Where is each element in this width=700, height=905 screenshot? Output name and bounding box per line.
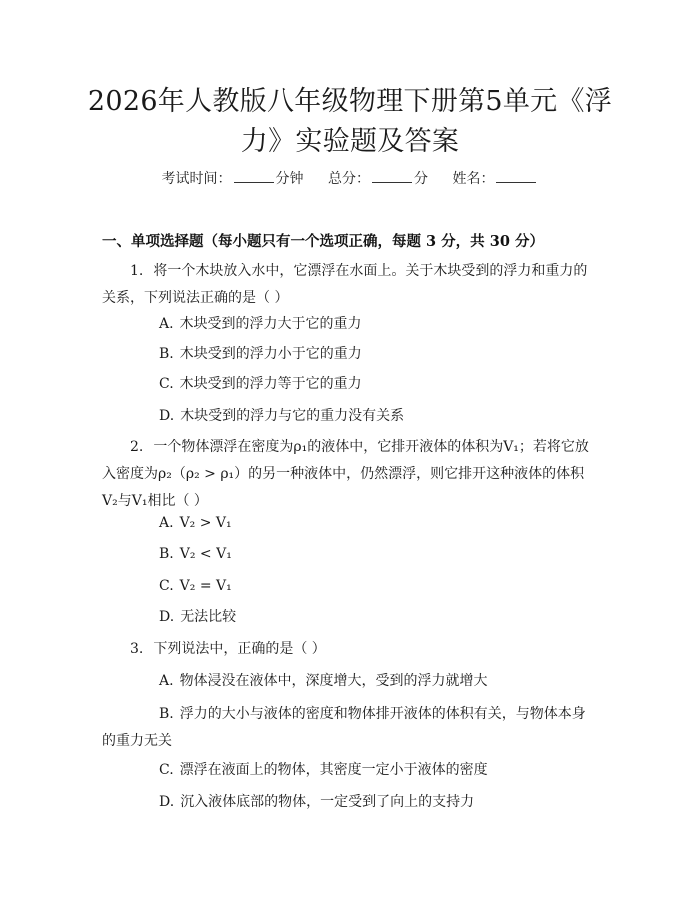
time-label: 考试时间：	[161, 171, 232, 187]
option-label: B.	[159, 546, 174, 562]
option-label: A.	[159, 316, 174, 332]
option-label: D.	[159, 609, 175, 625]
question-stem: 一个物体漂浮在密度为ρ₁的液体中，它排开液体的体积为V₁；若将它放入密度为ρ₂（ρ₂ > ρ₁）的另一种液体中，仍然漂浮，则它排开这种液体的体积V₂与V₁相比（ ）	[102, 439, 589, 509]
option-3c[interactable]	[159, 757, 599, 784]
option-text: 木块受到的浮力大于它的重力	[179, 316, 362, 332]
question-stem: 将一个木块放入水中，它漂浮在水面上。关于木块受到的浮力和重力的关系，下列说法正确的是（ ）	[102, 263, 588, 306]
option-text: 物体浸没在液体中，深度增大，受到的浮力就增大	[179, 673, 488, 689]
option-text: 无法比较	[180, 609, 237, 625]
exam-time-field	[162, 171, 308, 187]
option-3a[interactable]	[159, 668, 599, 695]
time-unit: 分钟	[275, 171, 304, 187]
option-text: V₂ = V₁	[179, 578, 232, 594]
option-label: C.	[159, 376, 174, 392]
option-label: D.	[159, 794, 175, 810]
option-text: 木块受到的浮力小于它的重力	[179, 346, 362, 362]
question-number: 1.	[130, 263, 144, 279]
score-field	[328, 171, 432, 187]
option-2b[interactable]	[159, 541, 599, 568]
option-label: C.	[159, 578, 174, 594]
question-number: 2.	[130, 439, 144, 455]
option-label: D.	[159, 408, 175, 424]
option-3b[interactable]	[102, 701, 594, 755]
section-heading: 一、单项选择题（每小题只有一个选项正确，每题 3 分，共 30 分）	[102, 233, 544, 250]
option-3d[interactable]	[159, 789, 599, 816]
option-text: 木块受到的浮力等于它的重力	[179, 376, 362, 392]
option-text: 木块受到的浮力与它的重力没有关系	[180, 408, 405, 424]
page-title: 2026年人教版八年级物理下册第5单元《浮力》实验题及答案	[87, 86, 613, 157]
option-text: 沉入液体底部的物体，一定受到了向上的支持力	[180, 794, 475, 810]
score-label: 总分：	[328, 171, 370, 187]
option-label: A.	[159, 673, 174, 689]
option-label: C.	[159, 762, 174, 778]
question-stem: 下列说法中，正确的是（ ）	[153, 641, 326, 657]
question-2	[102, 434, 594, 515]
name-label: 姓名：	[452, 171, 495, 187]
option-label: B.	[159, 346, 174, 362]
name-blank[interactable]	[496, 170, 536, 183]
question-number: 3.	[130, 641, 144, 657]
option-1d[interactable]	[159, 403, 599, 430]
option-1a[interactable]	[159, 311, 599, 338]
option-text: 浮力的大小与液体的密度和物体排开液体的体积有关，与物体本身的重力无关	[102, 706, 586, 749]
option-label: A.	[159, 515, 174, 531]
score-blank[interactable]	[372, 170, 412, 183]
option-2d[interactable]	[159, 604, 599, 631]
option-label: B.	[159, 706, 174, 722]
exam-meta-line	[0, 168, 700, 188]
time-blank[interactable]	[234, 170, 274, 183]
question-1	[102, 258, 594, 312]
option-1b[interactable]	[159, 341, 599, 368]
option-text: 漂浮在液面上的物体，其密度一定小于液体的密度	[179, 762, 488, 778]
option-2c[interactable]	[159, 573, 599, 600]
name-field	[452, 171, 538, 187]
option-2a[interactable]	[159, 510, 599, 537]
option-text: V₂ > V₁	[179, 515, 232, 531]
option-text: V₂ < V₁	[179, 546, 232, 562]
score-unit: 分	[414, 171, 428, 187]
question-3	[102, 636, 594, 663]
option-1c[interactable]	[159, 371, 599, 398]
